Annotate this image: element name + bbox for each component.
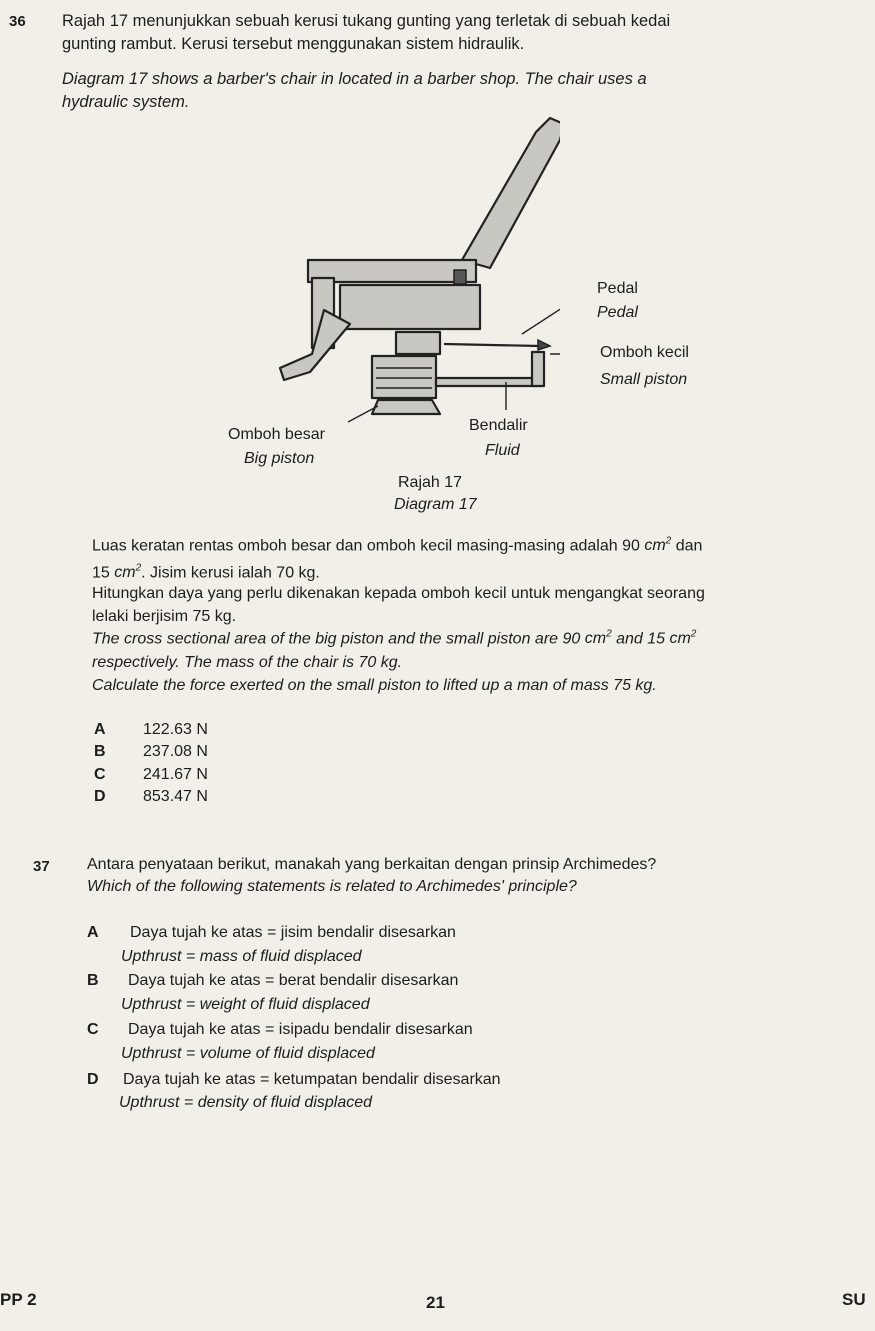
q36-option-c-letter[interactable]: C	[94, 766, 106, 783]
pedal-leader	[522, 286, 560, 334]
page-number: 21	[426, 1293, 445, 1312]
barber-chair-diagram	[200, 110, 560, 430]
q37-option-d-ms[interactable]: Daya tujah ke atas = ketumpatan bendalir disesarkan	[123, 1071, 501, 1088]
label-pedal-ms: Pedal	[597, 280, 638, 297]
q36-body-en-1: The cross sectional area of the big piston and the small piston are 90 $cm^2$ and 15 $cm^2$	[92, 629, 697, 648]
q37-option-c-letter[interactable]: C	[87, 1021, 99, 1038]
q37-option-c-ms[interactable]: Daya tujah ke atas = isipadu bendalir disesarkan	[128, 1021, 473, 1038]
q36-option-d-value[interactable]: 853.47 N	[143, 788, 208, 805]
q37-option-b-en[interactable]: Upthrust = weight of fluid displaced	[121, 996, 370, 1013]
label-small-piston-ms: Omboh kecil	[600, 344, 689, 361]
chair-seat-body	[340, 285, 480, 329]
label-small-piston-en: Small piston	[600, 371, 688, 388]
footer-right: SU	[842, 1290, 866, 1309]
q37-question-en: Which of the following statements is related to Archimedes' principle?	[87, 878, 577, 895]
q36-intro-en-2: hydraulic system.	[62, 93, 190, 111]
diagram-caption-en: Diagram 17	[394, 496, 477, 513]
pedal-lever	[444, 344, 540, 346]
q36-body-ms-3: Hitungkan daya yang perlu dikenakan kepada omboh kecil untuk mengangkat seorang	[92, 585, 705, 602]
q37-option-d-letter[interactable]: D	[87, 1071, 99, 1088]
q36-body-ms-1: Luas keratan rentas omboh besar dan omboh kecil masing-masing adalah 90 $cm^2$ dan	[92, 536, 703, 555]
q36-body-ms-2: 15 $cm^2$. Jisim kerusi ialah 70 kg.	[92, 563, 320, 582]
q37-option-a-letter[interactable]: A	[87, 924, 99, 941]
small-piston	[532, 352, 544, 386]
q36-option-a-value[interactable]: 122.63 N	[143, 721, 208, 738]
q36-intro-en-1: Diagram 17 shows a barber's chair in located in a barber shop. The chair uses a	[62, 70, 647, 88]
q36-option-c-value[interactable]: 241.67 N	[143, 766, 208, 783]
label-big-piston-en: Big piston	[244, 450, 315, 467]
chair-base	[372, 400, 440, 414]
question-37-number: 37	[33, 858, 50, 875]
q36-option-b-value[interactable]: 237.08 N	[143, 743, 208, 760]
q37-option-c-en[interactable]: Upthrust = volume of fluid displaced	[121, 1045, 375, 1062]
q36-option-b-letter[interactable]: B	[94, 743, 106, 760]
chair-backrest	[462, 118, 560, 268]
q36-body-ms-4: lelaki berjisim 75 kg.	[92, 608, 237, 625]
big-piston	[372, 356, 436, 398]
q36-intro-ms-1: Rajah 17 menunjukkan sebuah kerusi tukang gunting yang terletak di sebuah kedai	[62, 12, 671, 30]
q37-option-a-en[interactable]: Upthrust = mass of fluid displaced	[121, 948, 362, 965]
diagram-caption-ms: Rajah 17	[398, 474, 463, 491]
q36-intro-ms-2: gunting rambut. Kerusi tersebut menggunakan sistem hidraulik.	[62, 35, 525, 53]
q36-option-d-letter[interactable]: D	[94, 788, 106, 805]
q36-option-a-letter[interactable]: A	[94, 721, 106, 738]
q36-body-en-3: Calculate the force exerted on the small piston to lifted up a man of mass 75 kg.	[92, 677, 657, 694]
q37-option-b-ms[interactable]: Daya tujah ke atas = berat bendalir disesarkan	[128, 972, 459, 989]
q36-body-en-2: respectively. The mass of the chair is 70 kg.	[92, 654, 403, 671]
footer-left: PP 2	[0, 1290, 37, 1309]
label-pedal-en: Pedal	[597, 304, 638, 321]
question-36-number: 36	[9, 13, 26, 30]
fluid-pipe	[436, 378, 540, 386]
q37-option-b-letter[interactable]: B	[87, 972, 99, 989]
label-fluid-ms: Bendalir	[469, 417, 528, 434]
q37-question-ms: Antara penyataan berikut, manakah yang berkaitan dengan prinsip Archimedes?	[87, 856, 657, 873]
chair-column	[396, 332, 440, 354]
label-big-piston-ms: Omboh besar	[228, 426, 325, 443]
label-fluid-en: Fluid	[485, 442, 520, 459]
q37-option-d-en[interactable]: Upthrust = density of fluid displaced	[119, 1094, 373, 1111]
q37-option-a-ms[interactable]: Daya tujah ke atas = jisim bendalir disesarkan	[130, 924, 456, 941]
